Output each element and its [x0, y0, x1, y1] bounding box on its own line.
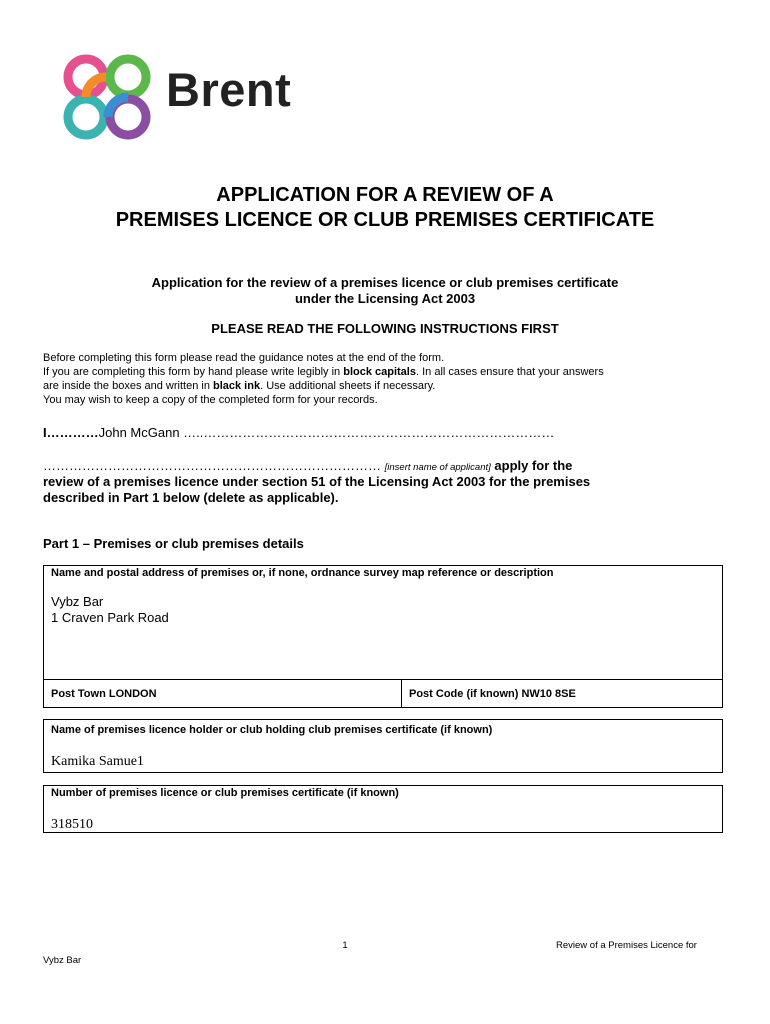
footer-right: Review of a Premises Licence for [556, 940, 697, 951]
instruction-line3: are inside the boxes and written in black ink. Use additional sheets if necessary. [43, 380, 436, 392]
premises-address-label: Name and postal address of premises or, if none, ordnance survey map reference or description [51, 567, 554, 579]
instruction-line4: You may wish to keep a copy of the completed form for your records. [43, 394, 378, 406]
apply-line3: described in Part 1 below (delete as applicable). [43, 490, 339, 505]
premises-address-box[interactable] [43, 565, 723, 708]
instruction-line1: Before completing this form please read the guidance notes at the end of the form. [43, 352, 445, 364]
licence-holder-label: Name of premises licence holder or club holding club premises certificate (if known) [51, 724, 493, 736]
licence-number-label: Number of premises licence or club premises certificate (if known) [51, 787, 399, 799]
page-number: 1 [342, 940, 348, 951]
brand-name: Brent [166, 63, 292, 116]
apply-line1: …………………………………………………………………… [insert name of applicant] apply for the [43, 458, 573, 473]
footer-left: Vybz Bar [43, 955, 82, 966]
premises-address-line2: 1 Craven Park Road [51, 610, 169, 625]
licence-number-value: 318510 [51, 817, 93, 832]
licence-holder-value: Kamika Samue1 [51, 754, 144, 769]
divider [401, 679, 402, 708]
subtitle-line2: under the Licensing Act 2003 [294, 291, 476, 306]
premises-address-line1: Vybz Bar [51, 594, 104, 609]
post-town-field[interactable]: Post Town LONDON [51, 688, 157, 700]
instructions-heading: PLEASE READ THE FOLLOWING INSTRUCTIONS FIRST [211, 321, 559, 336]
apply-line2: review of a premises licence under section 51 of the Licensing Act 2003 for the premises [43, 474, 591, 489]
divider [43, 679, 723, 680]
licence-holder-box[interactable] [43, 719, 723, 773]
instruction-line2: If you are completing this form by hand please write legibly in block capitals. In all cases ensure that your answers [43, 366, 604, 378]
page-title-line1: APPLICATION FOR A REVIEW OF A [216, 184, 554, 206]
part1-heading: Part 1 – Premises or club premises details [43, 536, 304, 551]
post-code-field[interactable]: Post Code (if known) NW10 8SE [409, 688, 576, 700]
brent-logo-icon [62, 53, 154, 141]
applicant-line: I…………John McGann …..……………………………………………………………………… [43, 425, 555, 440]
licence-number-box[interactable] [43, 785, 723, 833]
subtitle-line1: Application for the review of a premises licence or club premises certificate [151, 275, 619, 290]
applicant-name[interactable]: John McGann [98, 425, 180, 440]
page-title-line2: PREMISES LICENCE OR CLUB PREMISES CERTIFICATE [115, 209, 655, 231]
